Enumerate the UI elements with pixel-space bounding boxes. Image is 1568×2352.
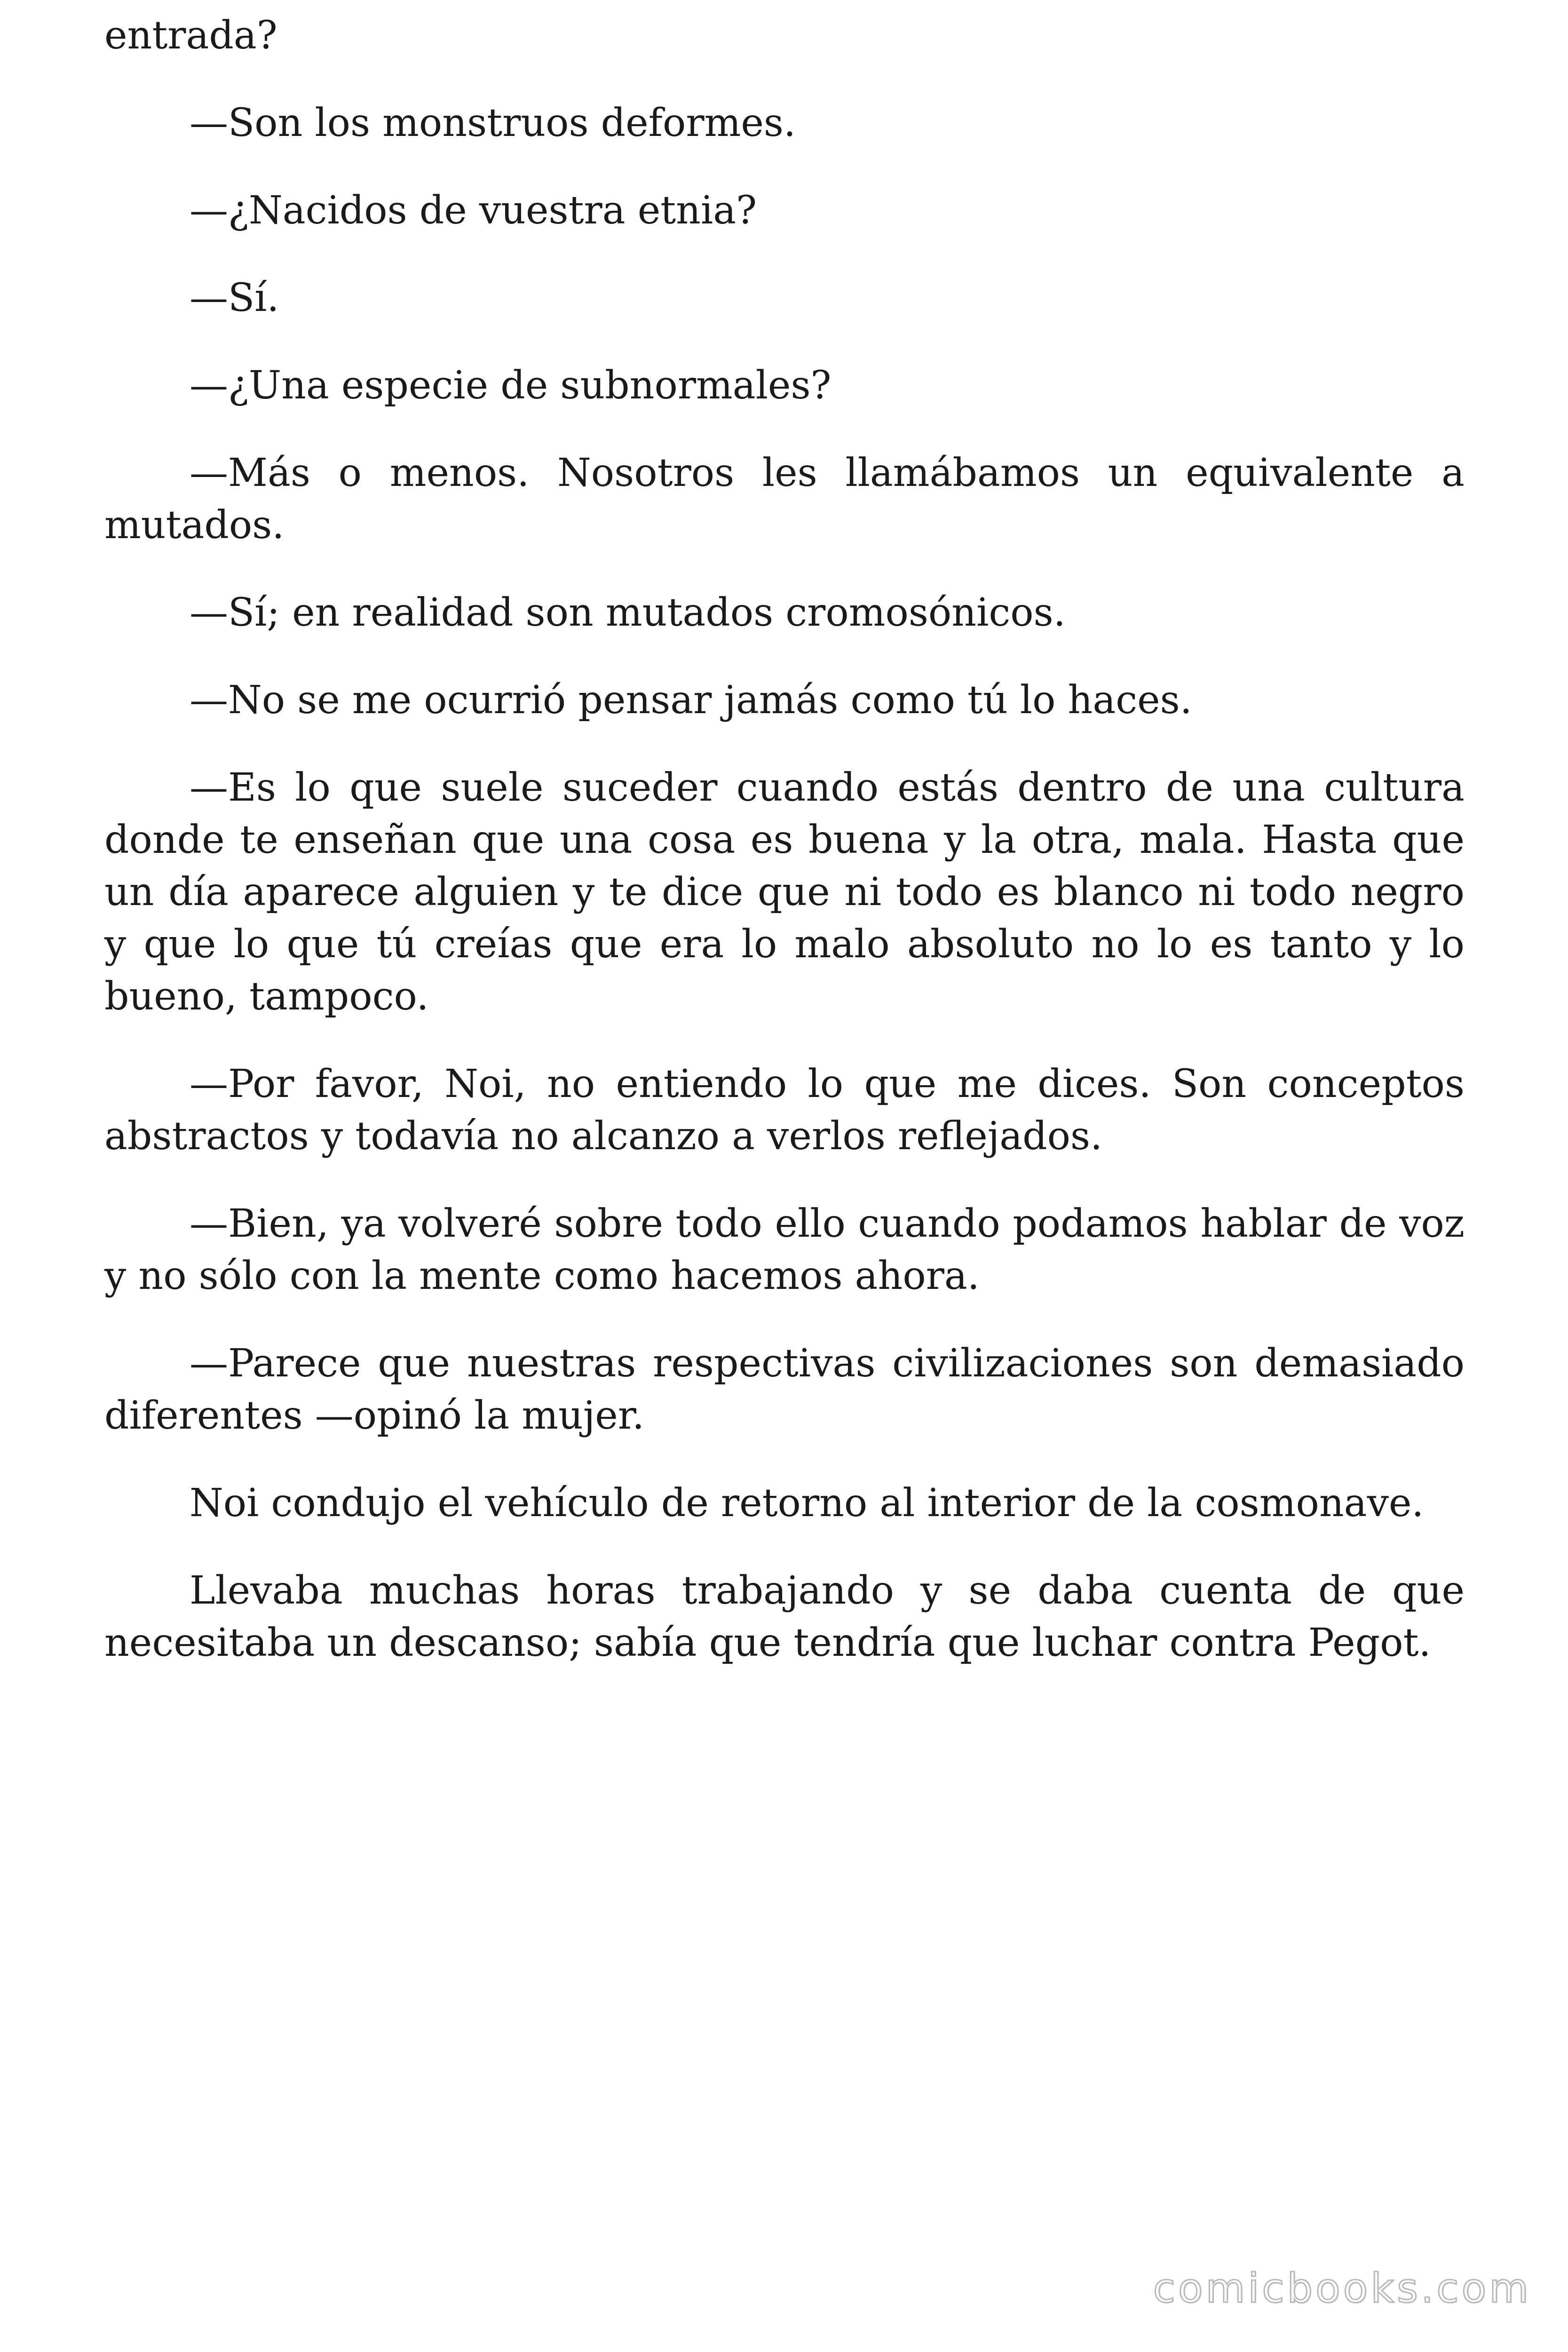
narrative-paragraph: Noi condujo el vehículo de retorno al interior de la cosmonave.	[190, 1481, 1424, 1526]
dialogue-paragraph: —¿Nacidos de vuestra etnia?	[190, 188, 757, 233]
narrative-paragraph: Llevaba muchas horas trabajando y se daba cuenta de que necesitaba un descanso; sabía que tendría que luchar contra Pegot.	[104, 1568, 1465, 1665]
dialogue-paragraph: —Sí; en realidad son mutados cromosónicos.	[190, 590, 1066, 635]
dialogue-paragraph: —Son los monstruos deformes.	[190, 101, 796, 145]
watermark-logo: comicbooks.com	[1153, 2265, 1531, 2312]
paragraph-continuation: entrada?	[104, 13, 277, 58]
dialogue-paragraph: —No se me ocurrió pensar jamás como tú lo haces.	[190, 678, 1192, 723]
dialogue-paragraph: —¿Una especie de subnormales?	[190, 363, 832, 408]
dialogue-paragraph: —Por favor, Noi, no entiendo lo que me dices. Son conceptos abstractos y todavía no alcanzo a verlos reflejados.	[104, 1062, 1465, 1159]
dialogue-paragraph: —Es lo que suele suceder cuando estás dentro de una cultura donde te enseñan que una cosa es buena y la otra, mala. Hasta que un día aparece alguien y te dice que ni todo es blanco ni todo negro y que lo que tú creías que era lo malo absoluto no lo es tanto y lo bueno, tampoco.	[104, 765, 1465, 1019]
dialogue-paragraph: —Sí.	[190, 276, 279, 320]
dialogue-paragraph: —Más o menos. Nosotros les llamábamos un equivalente a mutados.	[104, 451, 1465, 548]
dialogue-paragraph: —Parece que nuestras respectivas civilizaciones son demasiado diferentes —opinó la mujer.	[104, 1341, 1465, 1438]
document-page	[104, 9, 1465, 1704]
dialogue-paragraph: —Bien, ya volveré sobre todo ello cuando podamos hablar de voz y no sólo con la mente como hacemos ahora.	[104, 1201, 1465, 1298]
